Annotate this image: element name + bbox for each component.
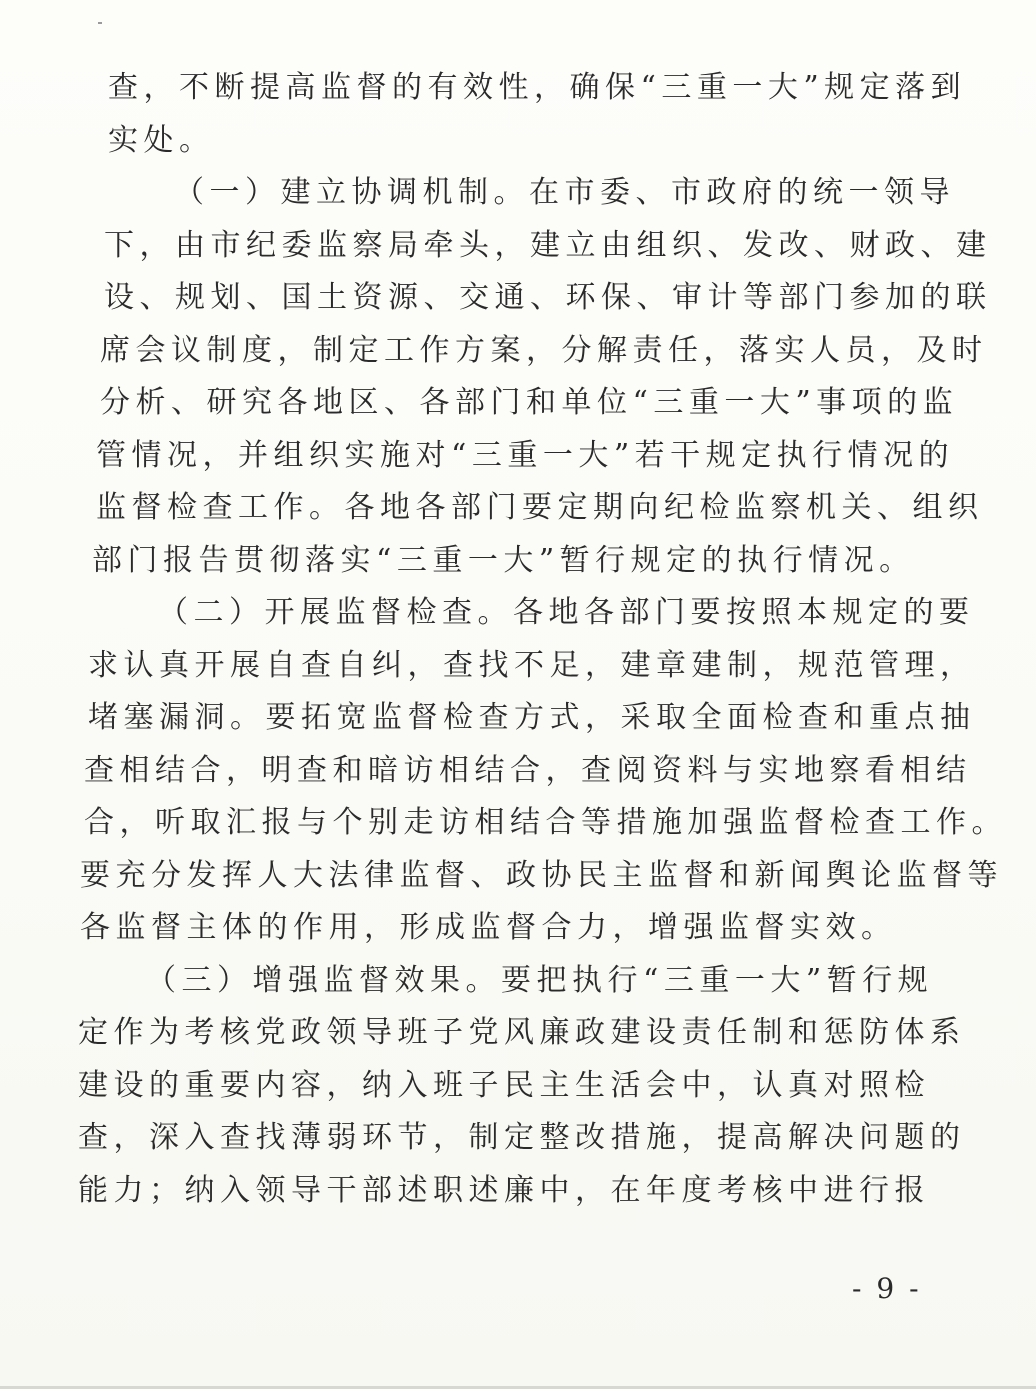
text-line: 查，深入查找薄弱环节，制定整改措施，提高解决问题的 (78, 1120, 966, 1155)
paragraph-heading-2: （二）开展监督检查。各地各部门要按照本规定的要 (158, 595, 975, 630)
paragraph-heading-1: （一）建立协调机制。在市委、市政府的统一领导 (174, 175, 955, 210)
text-line: 合，听取汇报与个别走访相结合等措施加强监督检查工作。 (84, 805, 1007, 840)
text-line: 定作为考核党政领导班子党风廉政建设责任制和惩防体系 (78, 1015, 966, 1050)
text-line: 堵塞漏洞。要拓宽监督检查方式，采取全面检查和重点抽 (88, 700, 976, 735)
text-line: 部门报告贯彻落实“三重一大”暂行规定的执行情况。 (92, 542, 915, 578)
text-line (78, 955, 968, 1008)
text-line: 能力；纳入领导干部述职述廉中，在年度考核中进行报 (78, 1172, 930, 1208)
text-line (78, 587, 975, 640)
page-number: - 9 - (852, 1272, 922, 1305)
text-line (78, 167, 968, 220)
scan-speck (98, 22, 102, 24)
text-line: 各监督主体的作用，形成监督合力，增强监督实效。 (80, 910, 897, 945)
text-line: 监督检查工作。各地各部门要定期向纪检监察机关、组织 (96, 490, 984, 525)
text-line: 下，由市纪委监察局牵头，建立由组织、发改、财政、建 (104, 227, 992, 263)
document-body (78, 62, 1007, 1217)
text-line: 建设的重要内容，纳入班子民主生活会中，认真对照检 (78, 1067, 930, 1103)
text-line: 求认真开展自查自纠，查找不足，建章建制，规范管理， (88, 647, 976, 683)
text-line: 查相结合，明查和暗访相结合，查阅资料与实地察看相结 (84, 752, 972, 788)
text-line: 席会议制度，制定工作方案，分解责任，落实人员，及时 (100, 332, 988, 368)
text-line: 管情况，并组织实施对“三重一大”若干规定执行情况的 (96, 437, 955, 473)
text-line: 设、规划、国土资源、交通、环保、审计等部门参加的联 (104, 280, 992, 315)
text-line: 要充分发挥人大法律监督、政协民主监督和新闻舆论监督等 (80, 857, 1003, 893)
text-line: 实处。 (108, 122, 215, 158)
text-line: 查，不断提高监督的有效性，确保“三重一大”规定落到 (108, 70, 967, 105)
text-line: 分析、研究各地区、各部门和单位“三重一大”事项的监 (100, 385, 959, 420)
paragraph-heading-3: （三）增强监督效果。要把执行“三重一大”暂行规 (146, 962, 934, 998)
